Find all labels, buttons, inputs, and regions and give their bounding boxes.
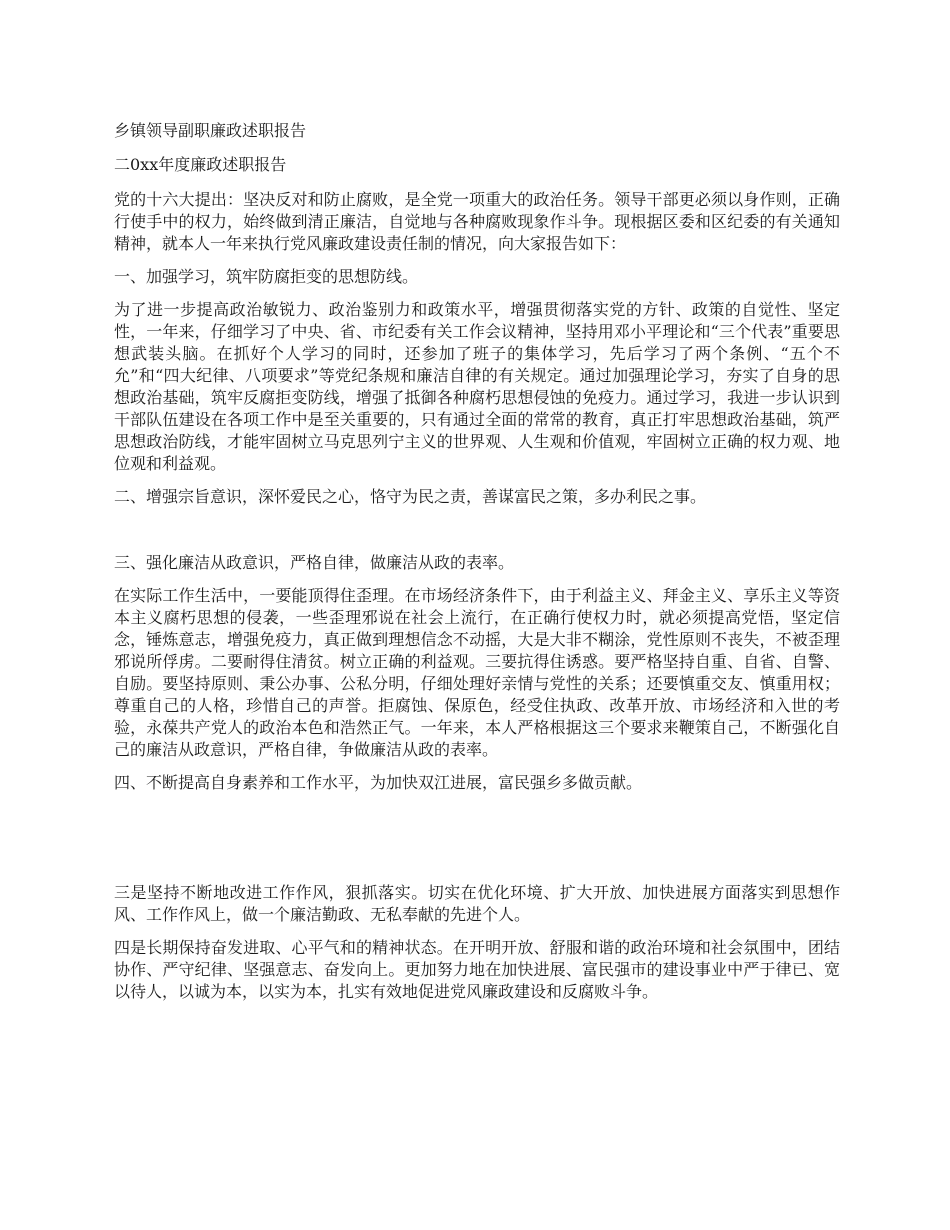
section4-heading: 四、不断提高自身素养和工作水平，为加快双江进展，富民强乡多做贡献。 (114, 773, 643, 792)
section3-paragraph: 在实际工作生活中，一要能顶得住歪理。在市场经济条件下，由于利益主义、拜金主义、享乐主义等资本主义腐朽思想的侵袭，一些歪理邪说在社会上流行，在正确行使权力时，就必须提高党悟，坚定信念，锤炼意志，增强免疫力，真正做到理想信念不动摇，大是大非不糊涂，党性原则不丧失，不被歪理邪说所俘虏。二要耐得住清贫。树立正确的利益观。三要抗得住诱惑。要严格坚持自重、自省、自警、自励。要坚持原则、秉公办事、公私分明，仔细处理好亲情与党性的关系；还要慎重交友、慎重用权；尊重自己的人格，珍惜自己的声誉。拒腐蚀、保原色，经受住执政、改革开放、市场经济和入世的考验，永葆共产党人的政治本色和浩然正气。一年来，本人严格根据这三个要求来鞭策自己，不断强化自己的廉洁从政意识，严格自律，争做廉洁从政的表率。 (114, 586, 840, 759)
section1-paragraph: 为了进一步提高政治敏锐力、政治鉴别力和政策水平，增强贯彻落实党的方针、政策的自觉性、坚定性，一年来，仔细学习了中央、省、市纪委有关工作会议精神，坚持用邓小平理论和“三个代表”重要思想武装头脑。在抓好个人学习的同时，还参加了班子的集体学习，先后学习了两个条例、“五个不允”和“四大纪律、八项要求”等党纪条规和廉洁自律的有关规定。通过加强理论学习，夯实了自身的思想政治基础，筑牢反腐拒变防线，增强了抵御各种腐朽思想侵蚀的免疫力。通过学习，我进一步认识到干部队伍建设在各项工作中是至关重要的，只有通过全面的常常的教育，真正打牢思想政治基础，筑严思想政治防线，才能牢固树立马克思列宁主义的世界观、人生观和价值观，牢固树立正确的权力观、地位观和利益观。 (114, 300, 840, 473)
document-title: 乡镇领导副职廉政述职报告 (114, 121, 307, 140)
document-subtitle: 二0xx年度廉政述职报告 (114, 155, 287, 174)
point4-paragraph: 四是长期保持奋发进取、心平气和的精神状态。在开明开放、舒服和谐的政治环境和社会氛围中，团结协作、严守纪律、坚强意志、奋发向上。更加努力地在加快进展、富民强市的建设事业中严于律已、宽以待人，以诚为本，以实为本，扎实有效地促进党风廉政建设和反腐败斗争。 (114, 938, 840, 1001)
point3-paragraph: 三是坚持不断地改进工作作风，狠抓落实。切实在优化环境、扩大开放、加快进展方面落实到思想作风、工作作风上，做一个廉洁勤政、无私奉献的先进个人。 (114, 883, 840, 924)
section3-heading: 三、强化廉洁从政意识，严格自律，做廉洁从政的表率。 (114, 553, 515, 572)
section2-heading: 二、增强宗旨意识，深怀爱民之心，恪守为民之责，善谋富民之策，多办利民之事。 (114, 487, 707, 506)
section1-heading: 一、加强学习，筑牢防腐拒变的思想防线。 (114, 267, 419, 286)
intro-paragraph: 党的十六大提出：坚决反对和防止腐败，是全党一项重大的政治任务。领导干部更必须以身作则，正确行使手中的权力，始终做到清正廉洁，自觉地与各种腐败现象作斗争。现根据区委和区纪委的有关通知精神，就本人一年来执行党风廉政建设责任制的情况，向大家报告如下： (114, 190, 840, 253)
document-page (114, 120, 840, 1014)
